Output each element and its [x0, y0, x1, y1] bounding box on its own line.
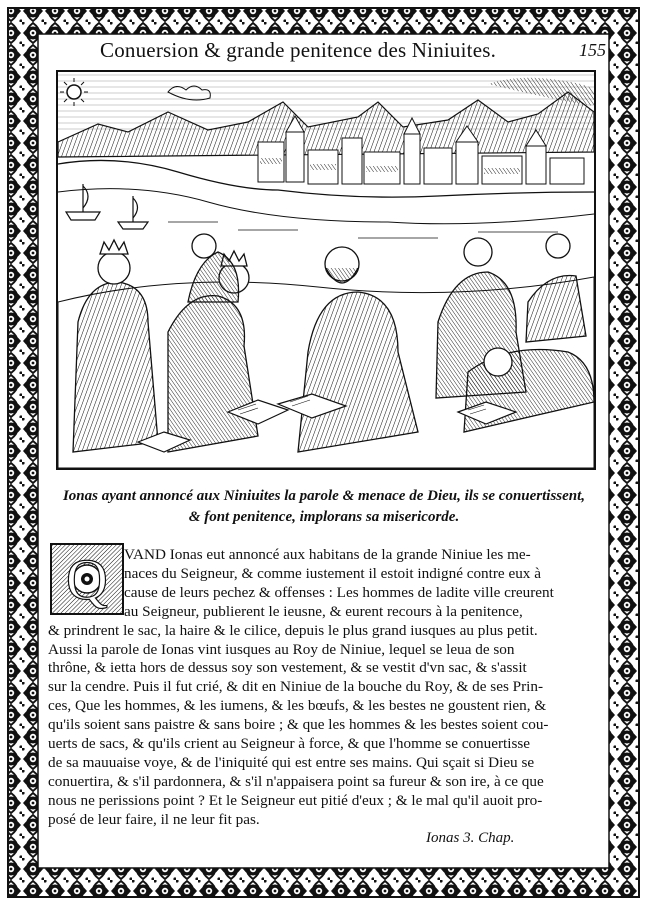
text-line: qu'ils soient sans paistre & sans boire ; & que les hommes & les bestes soient cou- — [48, 716, 549, 734]
text-line: de sa mauuaise voye, & de l'iniquité qui est entre ses mains. Qui sçait si Dieu se — [48, 753, 535, 771]
text-line: conuertira, & s'il pardonnera, & s'il n'appaisera point sa fureur & son ire, à ce que — [48, 772, 544, 790]
text-line: thrône, & ietta hors de dessus soy son vestement, & se vestit d'vn sac, & s'assit — [48, 659, 527, 677]
text-line: naces du Seigneur, & comme iustement il estoit indigné contre eux à — [124, 564, 541, 582]
text-line: cause de leurs pechez & offenses : Les hommes de ladite ville creurent — [124, 583, 554, 601]
text-line: posé de leur faire, il ne leur fit pas. — [48, 810, 260, 828]
ninevites-repenting-icon — [58, 72, 594, 468]
caption-line: & font penitence, implorans sa misericorde. — [188, 509, 460, 525]
text-line-content: Ionas eut annoncé aux habitans de la grande Niniue les me- — [169, 546, 531, 563]
text-line: nous ne perissions point ? Et le Seigneur eut pitié d'eux ; & le mal qu'il auoit pro- — [48, 791, 543, 809]
text-line: Aussi la parole de Ionas vint iusques au Roy de Niniue, lequel se leua de son — [48, 640, 515, 658]
text-line: au Seigneur, publierent le ieusne, & eurent recours à la penitence, — [124, 602, 523, 620]
illustration-caption — [44, 486, 604, 528]
text-line: sur la cendre. Puis il fut crié, & dit en Niniue de la bouche du Roy, & de ses Prin- — [48, 678, 544, 696]
opening-word: VAND — [124, 546, 166, 563]
text-line: ces, Que les hommes, & les iumens, & les bœufs, & les bestes ne goustent rien, & — [48, 697, 547, 715]
text-line: & prindrent le sac, la haire & le cilice, depuis le plus grand iusques au plus petit. — [48, 621, 538, 639]
page-header — [40, 36, 610, 68]
text-line — [124, 546, 604, 565]
scripture-reference: Ionas 3. Chap. — [426, 830, 515, 846]
caption-line: Ionas ayant annoncé aux Niniuites la parole & menace de Dieu, ils se conuertissent, — [62, 488, 586, 504]
body-text — [48, 546, 604, 830]
text-line: uerts de sacs, & qu'ils crient au Seigneur à force, & que l'homme se conuertisse — [48, 735, 531, 753]
page-number: 155 — [579, 40, 606, 60]
page-title: Conuersion & grande penitence des Niniuites. — [100, 38, 497, 62]
drop-cap-letter: Q — [66, 547, 108, 612]
woodcut-illustration — [56, 70, 596, 470]
